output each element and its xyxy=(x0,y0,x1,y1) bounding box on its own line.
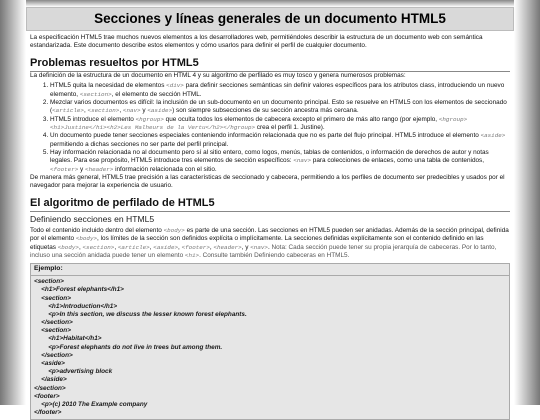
text-run: , xyxy=(178,243,182,251)
code-element-name: <aside> xyxy=(153,243,179,251)
code-element-name: <nav> xyxy=(122,107,141,115)
code-element-name: <footer> xyxy=(50,165,79,173)
code-line: <footer> xyxy=(34,392,60,400)
code-element-name: <section> xyxy=(87,107,120,115)
code-element-name: <body> xyxy=(75,235,98,243)
code-line: </section> xyxy=(34,351,73,359)
example-box xyxy=(30,263,510,420)
text-run: es parte de una sección. Las secciones en HTML5 pueden ser anidadas. Además de la sección principal, definida por el elemento xyxy=(30,227,509,243)
code-line: <h1>Forest elephants</h1> xyxy=(34,286,124,294)
code-element-name: <hgroup><h1>Justine</h1><h2>Les Malheurs de la Vertu</h2></hgroup> xyxy=(50,115,468,131)
problems-outro: De manera más general, HTML5 trae precisión a las características de seccionado y cabecera, permitiendo a los perfiles de documento ser predecibles y usados por el navegador para mejorar la experiencia de usuario. xyxy=(30,173,505,190)
text-run: Mezclar varios documentos es difícil: la inclusión de un sub-documento en un documento principal. Esto se resuelve en HTML5 con los elementos de seccionado ( xyxy=(50,98,507,115)
code-line: </section> xyxy=(34,384,66,392)
section-heading-algorithm: El algoritmo de perfilado de HTML5 xyxy=(30,196,510,212)
text-run: permitiendo a dichas secciones no ser parte del perfil principal. xyxy=(50,140,229,148)
code-element-name: <article> xyxy=(117,243,150,251)
example-code-block xyxy=(31,276,509,419)
code-element-name: <aside> xyxy=(147,107,173,115)
note-text: Nota: Cada sección puede tener su propia jerarquía de cabeceras. Por lo tanto, incluso una sección anidada puede tener un elemento xyxy=(30,243,497,259)
title-box xyxy=(26,7,514,31)
code-line: </section> xyxy=(34,319,73,327)
text-run: para colecciones de enlaces, como una tabla de contenidos, xyxy=(311,157,485,165)
text-run: , y xyxy=(241,243,251,251)
code-element-name: <nav> xyxy=(250,243,268,251)
code-element-name: <div> xyxy=(166,82,184,90)
code-element-name: <body> xyxy=(163,227,185,235)
text-run: , el elemento de sección HTML. xyxy=(111,90,202,98)
text-run: información relacionada con el sitio. xyxy=(113,165,217,173)
code-element-name: <section> xyxy=(82,243,115,251)
text-run: para definir secciones semánticas sin definir valores específicos para los atributos class, introduciendo un nuevo elemento, xyxy=(50,82,505,98)
code-element-name: <aside> xyxy=(480,132,506,140)
text-run: , xyxy=(83,107,88,115)
text-run: , los límites de la sección son definidos explícita o implícitamente. La secciones definidas explícitamente son el contenido definido en las etiquetas xyxy=(30,235,484,251)
problem-list-item xyxy=(50,132,510,149)
code-element-name: <hgroup> xyxy=(135,115,164,123)
text-run: que oculta todos los elementos de cabecera excepto el primero de más alto rango (por ejemplo, xyxy=(163,115,439,123)
example-label: Ejemplo: xyxy=(31,264,509,276)
text-run: HTML5 quita la necesidad de elementos xyxy=(50,82,167,90)
code-line: <section> xyxy=(34,294,71,302)
text-run: ) son siempre subsecciones de su sección ancestra más cercana. xyxy=(172,107,359,115)
text-run: y xyxy=(78,165,86,173)
code-line: <aside> xyxy=(34,360,65,368)
code-line: </aside> xyxy=(34,376,67,384)
page-title: Secciones y líneas generales de un documento HTML5 xyxy=(94,11,446,27)
text-run: , xyxy=(119,107,123,115)
subheading-defining-sections: Definiendo secciones en HTML5 xyxy=(30,213,155,224)
text-run: Hay información relacionada no al documento pero sí al sitio entero, como logos, menús, tablas de contenidos, o información de derechos de autor y notas legales. Para ese propósito, HTML5 introduce tres elementos de sección específicos: xyxy=(50,148,489,165)
text-run: Todo el contenido incluido dentro del elemento xyxy=(30,227,164,235)
text-run: , xyxy=(114,243,118,251)
code-line: <p>Forest elephants do not live in trees but among them. xyxy=(34,343,223,351)
code-line: <section> xyxy=(34,278,64,286)
text-run: . xyxy=(267,243,272,251)
code-element-name: <header> xyxy=(85,165,114,173)
code-element-name: <section> xyxy=(79,90,112,98)
problem-list-item xyxy=(50,149,510,174)
code-element-name: <body> xyxy=(57,243,79,251)
code-element-name: <h1> xyxy=(184,252,200,259)
code-element-name: <nav> xyxy=(293,157,312,165)
problem-list-item xyxy=(50,99,510,116)
code-element-name: <footer> xyxy=(181,243,210,251)
note-text: . Consulte también Definiendo cabeceras en HTML5. xyxy=(199,252,350,259)
code-line: <p>(c) 2010 The Example company xyxy=(34,400,148,408)
code-line: <h1>Habitat</h1> xyxy=(34,335,102,343)
problems-list xyxy=(40,82,510,174)
text-run: HTML5 introduce el elemento xyxy=(50,115,136,123)
code-line: </footer> xyxy=(34,409,62,417)
problems-lead: La definición de la estructura de un documento en HTML 4 y su algoritmo de perfilado es muy tosco y genera numerosos problemas: xyxy=(30,71,406,79)
problem-list-item xyxy=(50,82,510,99)
text-run: , xyxy=(149,243,154,251)
code-element-name: <article> xyxy=(52,107,84,115)
code-line: <p>In this section, we discuss the lesser known forest elephants. xyxy=(34,310,247,318)
text-run: , xyxy=(78,243,83,251)
algorithm-paragraph xyxy=(30,227,510,260)
problem-list-item xyxy=(50,116,510,133)
code-line: <section> xyxy=(34,327,71,335)
text-run: y xyxy=(140,107,148,115)
section-heading-problems: Problemas resueltos por HTML5 xyxy=(30,56,510,72)
text-run: , xyxy=(209,243,214,251)
intro-paragraph: La especificación HTML5 trae muchos nuevos elementos a los desarrolladores web, permitiéndoles describir la estructura de un documento web con semántica estandarizada. Este documento describe estos elementos y cómo usarlos para definir el perfil de cualquier documento. xyxy=(30,34,483,50)
code-element-name: <header> xyxy=(213,243,242,251)
code-line: <h1>Introduction</h1> xyxy=(34,302,118,310)
text-run: crea el perfil 1. Justine). xyxy=(255,123,325,131)
document-page xyxy=(26,7,514,417)
text-run: Un documento puede tener secciones especiales conteniendo información relacionada que no es parte del flujo principal. HTML5 introduce el elemento xyxy=(50,132,481,140)
code-line: <p>advertising block xyxy=(34,368,113,376)
